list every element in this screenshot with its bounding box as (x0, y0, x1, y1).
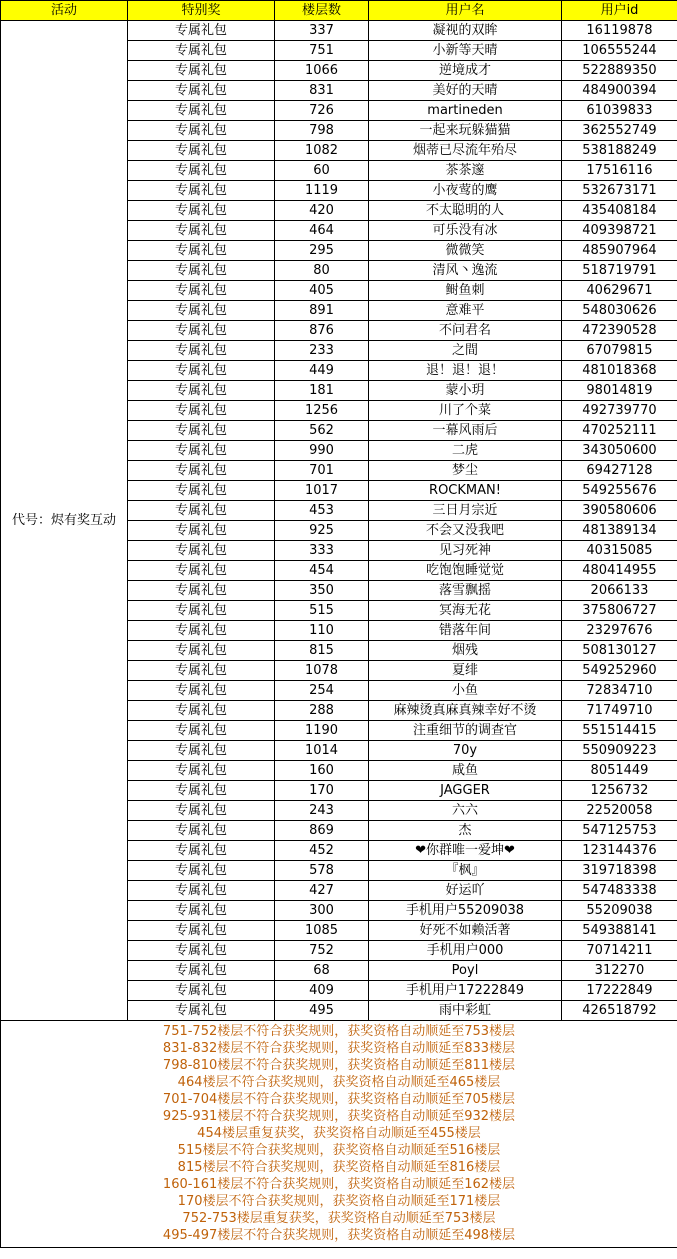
floor-cell: 1014 (275, 741, 369, 761)
username-cell: 好死不如赖活著 (369, 921, 562, 941)
user-id-cell: 8051449 (562, 761, 677, 781)
user-id-cell: 522889350 (562, 61, 677, 81)
floor-cell: 876 (275, 321, 369, 341)
prize-cell: 专属礼包 (128, 21, 275, 41)
notes-cell (1, 1021, 677, 1248)
prize-cell: 专属礼包 (128, 661, 275, 681)
floor-cell: 449 (275, 361, 369, 381)
prize-cell: 专属礼包 (128, 401, 275, 421)
floor-cell: 233 (275, 341, 369, 361)
floor-cell: 815 (275, 641, 369, 661)
note-line: 495-497楼层不符合获奖规则，获奖资格自动顺延至498楼层 (162, 1228, 516, 1243)
prize-cell: 专属礼包 (128, 61, 275, 81)
floor-cell: 110 (275, 621, 369, 641)
note-line: 752-753楼层重复获奖，获奖资格自动顺延至753楼层 (182, 1211, 496, 1226)
floor-cell: 80 (275, 261, 369, 281)
prize-cell: 专属礼包 (128, 721, 275, 741)
prize-cell: 专属礼包 (128, 481, 275, 501)
floor-cell: 454 (275, 561, 369, 581)
username-cell: 一起来玩躲猫猫 (369, 121, 562, 141)
prize-cell: 专属礼包 (128, 961, 275, 981)
header-row (1, 1, 677, 21)
username-cell: JAGGER (369, 781, 562, 801)
floor-cell: 295 (275, 241, 369, 261)
prize-cell: 专属礼包 (128, 141, 275, 161)
user-id-cell: 538188249 (562, 141, 677, 161)
username-cell: 清风丶逸流 (369, 261, 562, 281)
prize-cell: 专属礼包 (128, 641, 275, 661)
floor-cell: 1082 (275, 141, 369, 161)
username-cell: 70y (369, 741, 562, 761)
prize-cell: 专属礼包 (128, 581, 275, 601)
prize-cell: 专属礼包 (128, 181, 275, 201)
floor-cell: 990 (275, 441, 369, 461)
user-id-cell: 518719791 (562, 261, 677, 281)
prize-cell: 专属礼包 (128, 941, 275, 961)
user-id-cell: 547125753 (562, 821, 677, 841)
user-id-cell: 69427128 (562, 461, 677, 481)
note-line: 701-704楼层不符合获奖规则，获奖资格自动顺延至705楼层 (162, 1092, 516, 1107)
prize-cell: 专属礼包 (128, 881, 275, 901)
prize-cell: 专属礼包 (128, 121, 275, 141)
note-line: 160-161楼层不符合获奖规则，获奖资格自动顺延至162楼层 (162, 1177, 516, 1192)
table-footer (1, 1021, 677, 1248)
prize-cell: 专属礼包 (128, 601, 275, 621)
floor-cell: 751 (275, 41, 369, 61)
username-cell: 逆境成才 (369, 61, 562, 81)
prize-cell: 专属礼包 (128, 421, 275, 441)
user-id-cell: 40315085 (562, 541, 677, 561)
username-cell: 雨中彩虹 (369, 1001, 562, 1021)
username-cell: 杰 (369, 821, 562, 841)
floor-cell: 1190 (275, 721, 369, 741)
prize-cell: 专属礼包 (128, 861, 275, 881)
floor-cell: 1256 (275, 401, 369, 421)
username-cell: 小新等天晴 (369, 41, 562, 61)
user-id-cell: 362552749 (562, 121, 677, 141)
username-cell: 凝视的双眸 (369, 21, 562, 41)
username-cell: 手机用户17222849 (369, 981, 562, 1001)
user-id-cell: 390580606 (562, 501, 677, 521)
floor-cell: 464 (275, 221, 369, 241)
user-id-cell: 549388141 (562, 921, 677, 941)
floor-cell: 869 (275, 821, 369, 841)
prize-cell: 专属礼包 (128, 841, 275, 861)
username-cell: 不问君名 (369, 321, 562, 341)
username-cell: 见习死神 (369, 541, 562, 561)
username-cell: 美好的天晴 (369, 81, 562, 101)
user-id-cell: 72834710 (562, 681, 677, 701)
prize-cell: 专属礼包 (128, 381, 275, 401)
floor-cell: 453 (275, 501, 369, 521)
activity-cell: 代号：烬有奖互动 (1, 21, 128, 1021)
user-id-cell: 1256732 (562, 781, 677, 801)
prize-cell: 专属礼包 (128, 921, 275, 941)
prize-cell: 专属礼包 (128, 501, 275, 521)
prize-cell: 专属礼包 (128, 221, 275, 241)
username-cell: 微微笑 (369, 241, 562, 261)
user-id-cell: 71749710 (562, 701, 677, 721)
floor-cell: 170 (275, 781, 369, 801)
user-id-cell: 484900394 (562, 81, 677, 101)
prize-cell: 专属礼包 (128, 241, 275, 261)
username-cell: ❤你群唯一爱坤❤ (369, 841, 562, 861)
username-cell: 好运吖 (369, 881, 562, 901)
table-body (1, 21, 677, 1021)
username-cell: 二虎 (369, 441, 562, 461)
prize-cell: 专属礼包 (128, 281, 275, 301)
username-cell: 吃饱饱睡觉觉 (369, 561, 562, 581)
username-cell: 可乐没有冰 (369, 221, 562, 241)
floor-cell: 60 (275, 161, 369, 181)
user-id-cell: 312270 (562, 961, 677, 981)
floor-cell: 726 (275, 101, 369, 121)
user-id-cell: 55209038 (562, 901, 677, 921)
user-id-cell: 492739770 (562, 401, 677, 421)
user-id-cell: 40629671 (562, 281, 677, 301)
user-id-cell: 508130127 (562, 641, 677, 661)
prize-cell: 专属礼包 (128, 1001, 275, 1021)
user-id-cell: 67079815 (562, 341, 677, 361)
username-cell: 茶茶邃 (369, 161, 562, 181)
note-line: 831-832楼层不符合获奖规则，获奖资格自动顺延至833楼层 (162, 1041, 516, 1056)
prize-cell: 专属礼包 (128, 321, 275, 341)
prize-cell: 专属礼包 (128, 901, 275, 921)
floor-cell: 68 (275, 961, 369, 981)
user-id-cell: 548030626 (562, 301, 677, 321)
floor-cell: 409 (275, 981, 369, 1001)
user-id-cell: 17516116 (562, 161, 677, 181)
prize-cell: 专属礼包 (128, 461, 275, 481)
username-cell: 注重细节的调查官 (369, 721, 562, 741)
user-id-cell: 472390528 (562, 321, 677, 341)
note-line: 925-931楼层不符合获奖规则，获奖资格自动顺延至932楼层 (162, 1109, 516, 1124)
username-cell: 手机用户55209038 (369, 901, 562, 921)
prize-cell: 专属礼包 (128, 621, 275, 641)
table-row (1, 21, 677, 41)
note-line: 815楼层不符合获奖规则，获奖资格自动顺延至816楼层 (177, 1160, 501, 1175)
username-cell: 鲥鱼刺 (369, 281, 562, 301)
user-id-cell: 106555244 (562, 41, 677, 61)
note-line: 454楼层重复获奖，获奖资格自动顺延至455楼层 (197, 1126, 481, 1141)
username-cell: 意难平 (369, 301, 562, 321)
username-cell: 蒙小玥 (369, 381, 562, 401)
floor-cell: 254 (275, 681, 369, 701)
user-id-cell: 481018368 (562, 361, 677, 381)
user-id-cell: 22520058 (562, 801, 677, 821)
user-id-cell: 549255676 (562, 481, 677, 501)
user-id-cell: 23297676 (562, 621, 677, 641)
prize-cell: 专属礼包 (128, 561, 275, 581)
username-cell: 夏绯 (369, 661, 562, 681)
prize-cell: 专属礼包 (128, 541, 275, 561)
prize-cell: 专属礼包 (128, 81, 275, 101)
username-cell: martineden (369, 101, 562, 121)
username-cell: 咸鱼 (369, 761, 562, 781)
user-id-cell: 61039833 (562, 101, 677, 121)
floor-cell: 562 (275, 421, 369, 441)
username-cell: 三日月宗近 (369, 501, 562, 521)
note-line: 464楼层不符合获奖规则，获奖资格自动顺延至465楼层 (177, 1075, 501, 1090)
floor-cell: 701 (275, 461, 369, 481)
username-cell: 一幕风雨后 (369, 421, 562, 441)
username-cell: 退！退！退！ (369, 361, 562, 381)
user-id-cell: 375806727 (562, 601, 677, 621)
floor-cell: 405 (275, 281, 369, 301)
username-cell: 不会又没我吧 (369, 521, 562, 541)
user-id-cell: 480414955 (562, 561, 677, 581)
prize-cell: 专属礼包 (128, 681, 275, 701)
floor-cell: 495 (275, 1001, 369, 1021)
floor-cell: 1085 (275, 921, 369, 941)
floor-cell: 925 (275, 521, 369, 541)
header-user-id: 用户id (562, 1, 677, 21)
prize-cell: 专属礼包 (128, 821, 275, 841)
floor-cell: 1078 (275, 661, 369, 681)
username-cell: 小鱼 (369, 681, 562, 701)
floor-cell: 427 (275, 881, 369, 901)
username-cell: 手机用户000 (369, 941, 562, 961)
prize-cell: 专属礼包 (128, 101, 275, 121)
floor-cell: 752 (275, 941, 369, 961)
note-line: 798-810楼层不符合获奖规则，获奖资格自动顺延至811楼层 (162, 1058, 516, 1073)
note-line: 170楼层不符合获奖规则，获奖资格自动顺延至171楼层 (177, 1194, 501, 1209)
floor-cell: 1017 (275, 481, 369, 501)
notes-row (1, 1021, 677, 1248)
username-cell: Poyl (369, 961, 562, 981)
user-id-cell: 98014819 (562, 381, 677, 401)
username-cell: 烟残 (369, 641, 562, 661)
floor-cell: 337 (275, 21, 369, 41)
user-id-cell: 547483338 (562, 881, 677, 901)
prize-cell: 专属礼包 (128, 761, 275, 781)
username-cell: 六六 (369, 801, 562, 821)
username-cell: 烟蒂已尽流年殆尽 (369, 141, 562, 161)
username-cell: 落雪飘摇 (369, 581, 562, 601)
floor-cell: 333 (275, 541, 369, 561)
user-id-cell: 550909223 (562, 741, 677, 761)
floor-cell: 452 (275, 841, 369, 861)
floor-cell: 350 (275, 581, 369, 601)
prize-cell: 专属礼包 (128, 981, 275, 1001)
username-cell: 『枫』 (369, 861, 562, 881)
floor-cell: 288 (275, 701, 369, 721)
user-id-cell: 435408184 (562, 201, 677, 221)
username-cell: ROCKMAN! (369, 481, 562, 501)
floor-cell: 831 (275, 81, 369, 101)
user-id-cell: 123144376 (562, 841, 677, 861)
header-username: 用户名 (369, 1, 562, 21)
floor-cell: 160 (275, 761, 369, 781)
user-id-cell: 70714211 (562, 941, 677, 961)
username-cell: 之間 (369, 341, 562, 361)
floor-cell: 420 (275, 201, 369, 221)
floor-cell: 515 (275, 601, 369, 621)
floor-cell: 891 (275, 301, 369, 321)
user-id-cell: 319718398 (562, 861, 677, 881)
note-line: 515楼层不符合获奖规则，获奖资格自动顺延至516楼层 (177, 1143, 501, 1158)
prize-cell: 专属礼包 (128, 441, 275, 461)
prize-cell: 专属礼包 (128, 521, 275, 541)
floor-cell: 243 (275, 801, 369, 821)
prize-cell: 专属礼包 (128, 41, 275, 61)
header-special-prize: 特别奖 (128, 1, 275, 21)
prize-cell: 专属礼包 (128, 701, 275, 721)
user-id-cell: 2066133 (562, 581, 677, 601)
note-line: 751-752楼层不符合获奖规则，获奖资格自动顺延至753楼层 (162, 1024, 516, 1039)
floor-cell: 798 (275, 121, 369, 141)
prize-cell: 专属礼包 (128, 801, 275, 821)
floor-cell: 1066 (275, 61, 369, 81)
prize-cell: 专属礼包 (128, 301, 275, 321)
prize-cell: 专属礼包 (128, 361, 275, 381)
user-id-cell: 426518792 (562, 1001, 677, 1021)
prize-cell: 专属礼包 (128, 261, 275, 281)
user-id-cell: 481389134 (562, 521, 677, 541)
user-id-cell: 470252111 (562, 421, 677, 441)
prize-cell: 专属礼包 (128, 341, 275, 361)
user-id-cell: 532673171 (562, 181, 677, 201)
user-id-cell: 16119878 (562, 21, 677, 41)
prize-cell: 专属礼包 (128, 781, 275, 801)
username-cell: 冥海无花 (369, 601, 562, 621)
user-id-cell: 409398721 (562, 221, 677, 241)
floor-cell: 300 (275, 901, 369, 921)
table-header (1, 1, 677, 21)
prize-cell: 专属礼包 (128, 741, 275, 761)
username-cell: 川了个菜 (369, 401, 562, 421)
username-cell: 梦尘 (369, 461, 562, 481)
prize-cell: 专属礼包 (128, 201, 275, 221)
user-id-cell: 343050600 (562, 441, 677, 461)
username-cell: 麻辣烫真麻真辣幸好不烫 (369, 701, 562, 721)
prize-cell: 专属礼包 (128, 161, 275, 181)
header-floor-number: 楼层数 (275, 1, 369, 21)
user-id-cell: 551514415 (562, 721, 677, 741)
header-activity: 活动 (1, 1, 128, 21)
floor-cell: 1119 (275, 181, 369, 201)
username-cell: 不太聪明的人 (369, 201, 562, 221)
user-id-cell: 17222849 (562, 981, 677, 1001)
username-cell: 错落年间 (369, 621, 562, 641)
username-cell: 小夜莺的鹰 (369, 181, 562, 201)
floor-cell: 578 (275, 861, 369, 881)
floor-cell: 181 (275, 381, 369, 401)
user-id-cell: 549252960 (562, 661, 677, 681)
user-id-cell: 485907964 (562, 241, 677, 261)
